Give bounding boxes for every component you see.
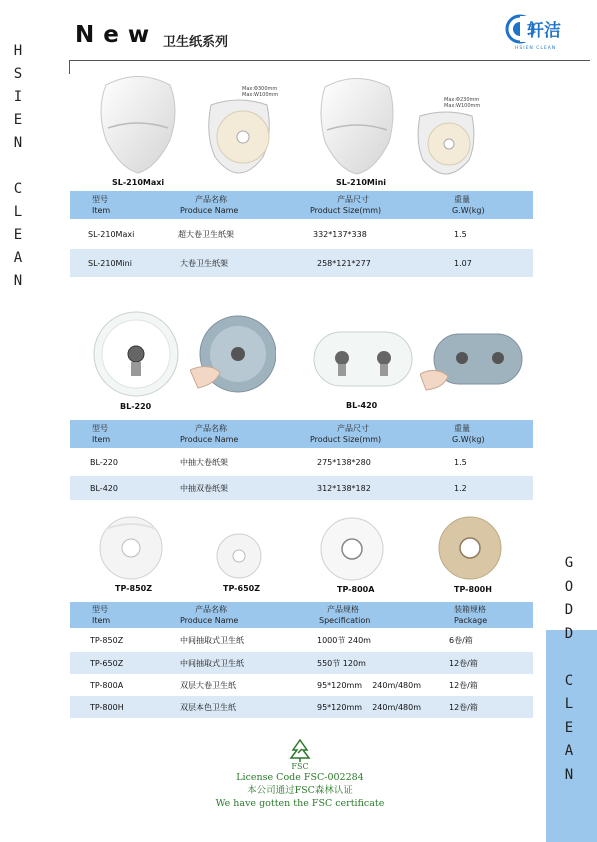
fsc-cn-statement: 本公司通过FSC森林认证 bbox=[247, 785, 353, 796]
side-right-letter bbox=[557, 646, 581, 670]
spec-table-toilet-rolls bbox=[70, 602, 533, 718]
col-header-name: 产品名称 Produce Name bbox=[180, 605, 239, 625]
side-right-letter: E bbox=[564, 719, 574, 736]
col-header-spec: 产品规格 Specification bbox=[319, 605, 371, 625]
brand-logo bbox=[505, 12, 585, 52]
bl-420-image bbox=[312, 330, 414, 388]
side-right-letter: A bbox=[564, 743, 574, 759]
side-right-letter: L bbox=[564, 696, 574, 712]
table-row: TP-800A 双层大卷卫生纸 95*120mm 240m/480m 12卷/箱 bbox=[70, 674, 533, 696]
caption-tp-800a: TP-800A bbox=[337, 585, 375, 594]
spec-table-holders bbox=[70, 191, 533, 277]
svg-text:HSIEN CLEAN: HSIEN CLEAN bbox=[515, 46, 557, 51]
side-left-letter: C bbox=[13, 181, 23, 197]
side-right-letter: C bbox=[564, 672, 574, 689]
col-header-item: 型号 Item bbox=[92, 605, 111, 625]
col-header-size: 产品尺寸 Product Size(mm) bbox=[310, 195, 382, 215]
sl-210maxi-size-note: Max:Φ300mm Max:W100mm bbox=[242, 86, 279, 98]
fsc-logo-text: FSC bbox=[291, 762, 309, 771]
table-row: TP-850Z 中间抽取式卫生纸 1000节 240m 6卷/箱 bbox=[70, 628, 533, 652]
tp-800h-image bbox=[437, 515, 503, 581]
side-left-letter: L bbox=[13, 204, 23, 220]
sl-210mini-size-note: Max:Φ230mm Max:W100mm bbox=[444, 97, 481, 109]
side-left-letter: E bbox=[13, 227, 23, 243]
tp-650z-image bbox=[215, 532, 263, 580]
table-row: SL-210Mini 大卷卫生纸架 258*121*277 1.07 bbox=[70, 249, 533, 277]
side-left-letter: H bbox=[13, 43, 23, 59]
col-header-item: 型号 Item bbox=[92, 195, 111, 215]
side-left-letter: N bbox=[13, 135, 23, 151]
side-left-letter bbox=[7, 155, 29, 178]
svg-text:轩洁: 轩洁 bbox=[527, 21, 561, 41]
side-left-letter: S bbox=[13, 66, 23, 82]
caption-tp-650z: TP-650Z bbox=[223, 584, 260, 593]
caption-bl-220: BL-220 bbox=[120, 402, 152, 411]
spec-table-jumbo-holders bbox=[70, 420, 533, 500]
bl-220-in-use-image bbox=[190, 312, 276, 396]
tp-850z-image bbox=[98, 515, 164, 581]
sl-210maxi-image bbox=[96, 70, 180, 175]
side-brand-left bbox=[7, 40, 29, 293]
side-left-letter: I bbox=[13, 89, 23, 105]
side-brand-right bbox=[557, 552, 581, 787]
table-row: TP-650Z 中间抽取式卫生纸 550节 120m 12卷/箱 bbox=[70, 652, 533, 674]
col-header-name: 产品名称 Produce Name bbox=[180, 195, 239, 215]
side-right-letter: N bbox=[564, 766, 574, 783]
col-header-weight: 重量 G.W(kg) bbox=[452, 424, 485, 444]
caption-sl-210maxi: SL-210Maxi bbox=[112, 178, 165, 187]
fsc-certification bbox=[200, 738, 400, 810]
sl-210maxi-open-image bbox=[205, 95, 273, 175]
tp-800a-image bbox=[319, 516, 385, 582]
table-row: BL-220 中抽大卷纸架 275*138*280 1.5 bbox=[70, 448, 533, 476]
col-header-size: 产品尺寸 Product Size(mm) bbox=[310, 424, 382, 444]
fsc-license-code: License Code FSC-002284 bbox=[236, 772, 364, 783]
caption-tp-800h: TP-800H bbox=[454, 585, 492, 594]
side-right-letter: D bbox=[564, 602, 574, 618]
side-right-letter: G bbox=[564, 555, 574, 571]
fsc-en-statement: We have gotten the FSC certificate bbox=[215, 798, 385, 809]
header-rule-tick bbox=[69, 60, 70, 74]
header-rule bbox=[70, 60, 590, 61]
col-header-item: 型号 Item bbox=[92, 424, 111, 444]
col-header-name: 产品名称 Produce Name bbox=[180, 424, 239, 444]
side-left-letter: E bbox=[13, 112, 23, 128]
caption-bl-420: BL-420 bbox=[346, 401, 378, 410]
col-header-package: 装箱规格 Package bbox=[454, 605, 488, 625]
table-row: SL-210Maxi 超大卷卫生纸架 332*137*338 1.5 bbox=[70, 219, 533, 249]
side-left-letter: N bbox=[13, 273, 23, 289]
side-right-letter: O bbox=[564, 578, 574, 595]
fsc-tree-icon bbox=[285, 738, 315, 762]
table-row: TP-800H 双层本色卫生纸 95*120mm 240m/480m 12卷/箱 bbox=[70, 696, 533, 718]
table-row: BL-420 中抽双卷纸架 312*138*182 1.2 bbox=[70, 476, 533, 500]
caption-sl-210mini: SL-210Mini bbox=[336, 178, 387, 187]
page-subtitle: 卫生纸系列 bbox=[163, 35, 229, 50]
bl-420-in-use-image bbox=[420, 330, 524, 392]
caption-tp-850z: TP-850Z bbox=[115, 584, 152, 593]
col-header-weight: 重量 G.W(kg) bbox=[452, 195, 485, 215]
bl-220-image bbox=[92, 310, 180, 398]
side-right-letter: D bbox=[564, 625, 574, 642]
page-title: New bbox=[75, 22, 159, 48]
sl-210mini-image bbox=[317, 72, 397, 176]
sl-210mini-open-image bbox=[415, 108, 477, 176]
side-left-letter: A bbox=[13, 250, 23, 266]
